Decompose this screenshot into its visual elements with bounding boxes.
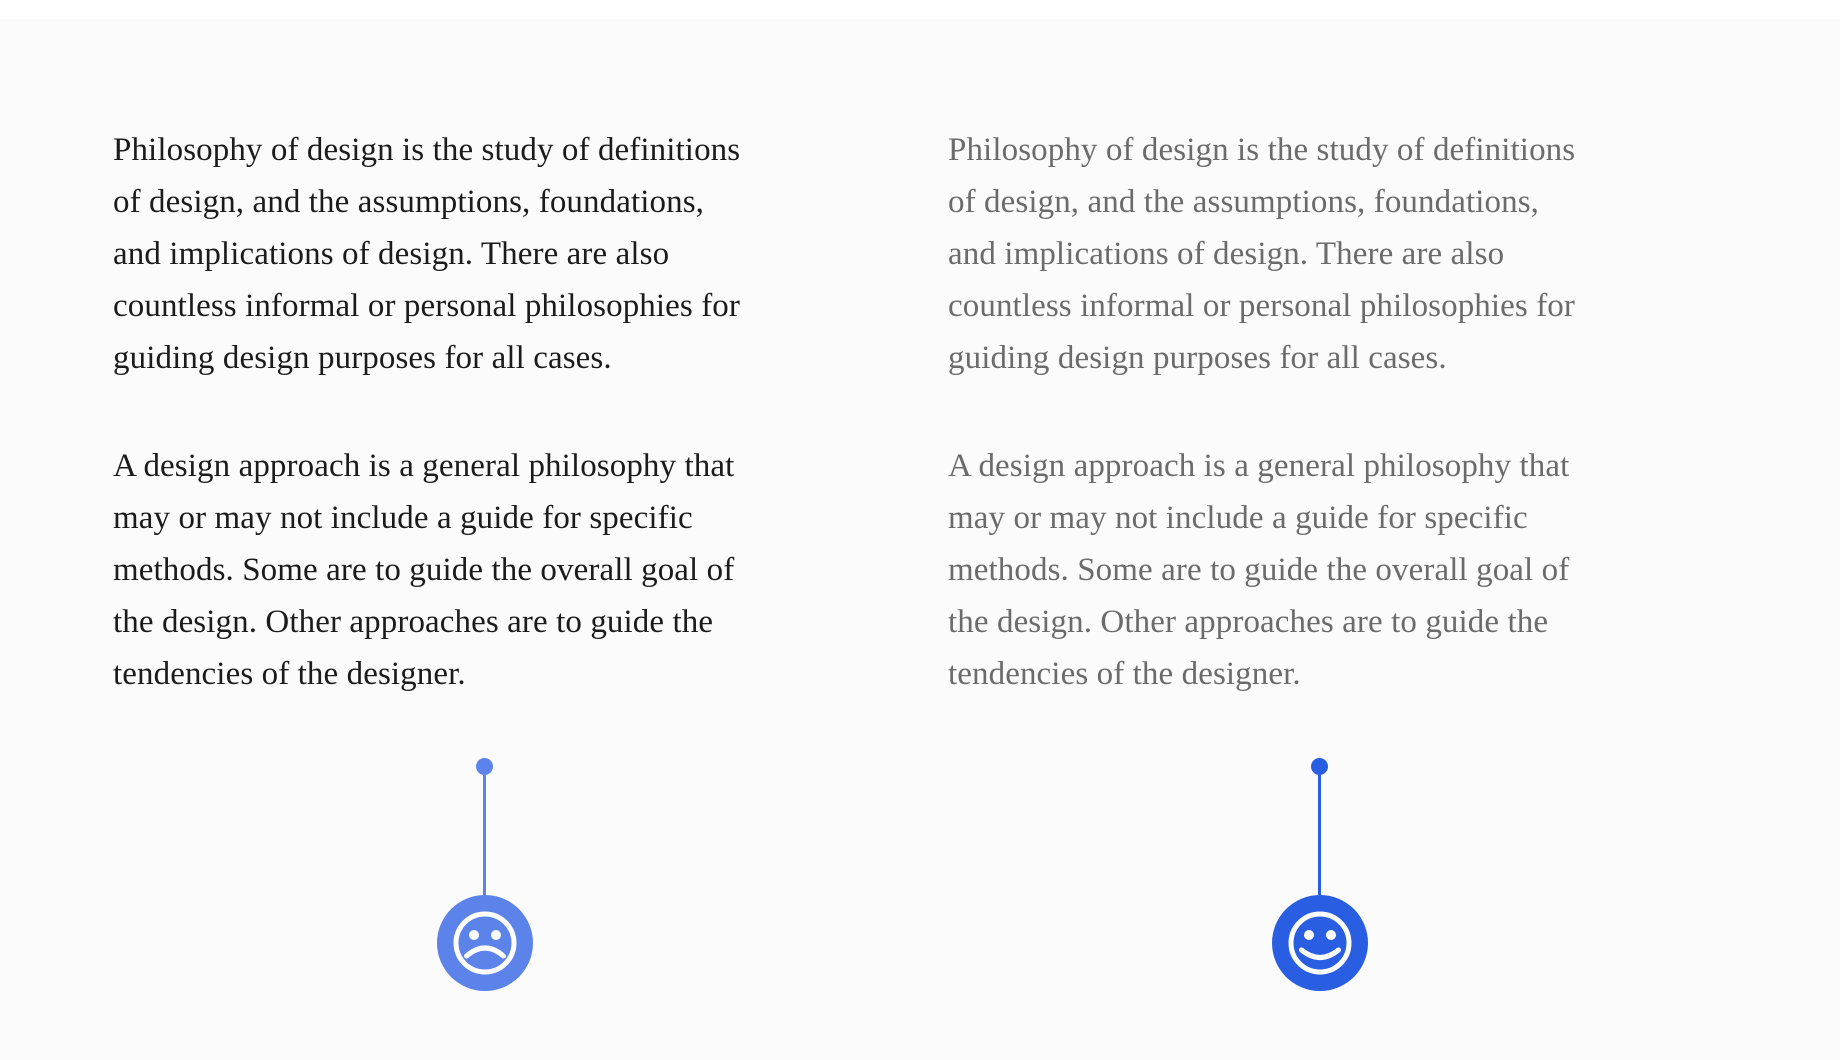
pointer-pin <box>957 758 1682 991</box>
text-line: and implications of design. There are also <box>948 236 1505 272</box>
text-line: of design, and the assumptions, foundations, <box>113 184 705 220</box>
text-column-gray <box>948 124 1673 991</box>
text-line: may or may not include a guide for specific <box>948 500 1528 536</box>
text-line: the design. Other approaches are to guide the <box>113 604 714 640</box>
text-line: methods. Some are to guide the overall goal of <box>113 552 735 588</box>
top-strip <box>0 0 1840 19</box>
text-contrast-comparison <box>113 124 1840 991</box>
text-line: countless informal or personal philosophies for <box>948 288 1575 324</box>
text-line: Philosophy of design is the study of definitions <box>113 132 741 168</box>
sad-face-icon <box>437 895 533 991</box>
text-line: guiding design purposes for all cases. <box>113 340 612 376</box>
pin-line <box>483 775 487 895</box>
text-line: Philosophy of design is the study of definitions <box>948 132 1576 168</box>
text-line: may or may not include a guide for specific <box>113 500 693 536</box>
pin-dot-icon <box>1311 758 1328 775</box>
text-line: A design approach is a general philosophy that <box>113 448 735 484</box>
pointer-pin <box>122 758 847 991</box>
text-column-dark <box>113 124 838 991</box>
text-line: tendencies of the designer. <box>113 656 466 692</box>
pin-dot-icon <box>476 758 493 775</box>
paragraph-design-approach <box>948 440 1673 700</box>
paragraph-philosophy <box>948 124 1673 384</box>
text-line: and implications of design. There are also <box>113 236 670 272</box>
text-line: of design, and the assumptions, foundations, <box>948 184 1540 220</box>
text-line: countless informal or personal philosophies for <box>113 288 740 324</box>
paragraph-design-approach <box>113 440 838 700</box>
text-line: the design. Other approaches are to guide the <box>948 604 1549 640</box>
text-line: methods. Some are to guide the overall goal of <box>948 552 1570 588</box>
text-line: guiding design purposes for all cases. <box>948 340 1447 376</box>
pin-line <box>1318 775 1322 895</box>
text-line: A design approach is a general philosophy that <box>948 448 1570 484</box>
paragraph-philosophy <box>113 124 838 384</box>
text-line: tendencies of the designer. <box>948 656 1301 692</box>
happy-face-icon <box>1272 895 1368 991</box>
